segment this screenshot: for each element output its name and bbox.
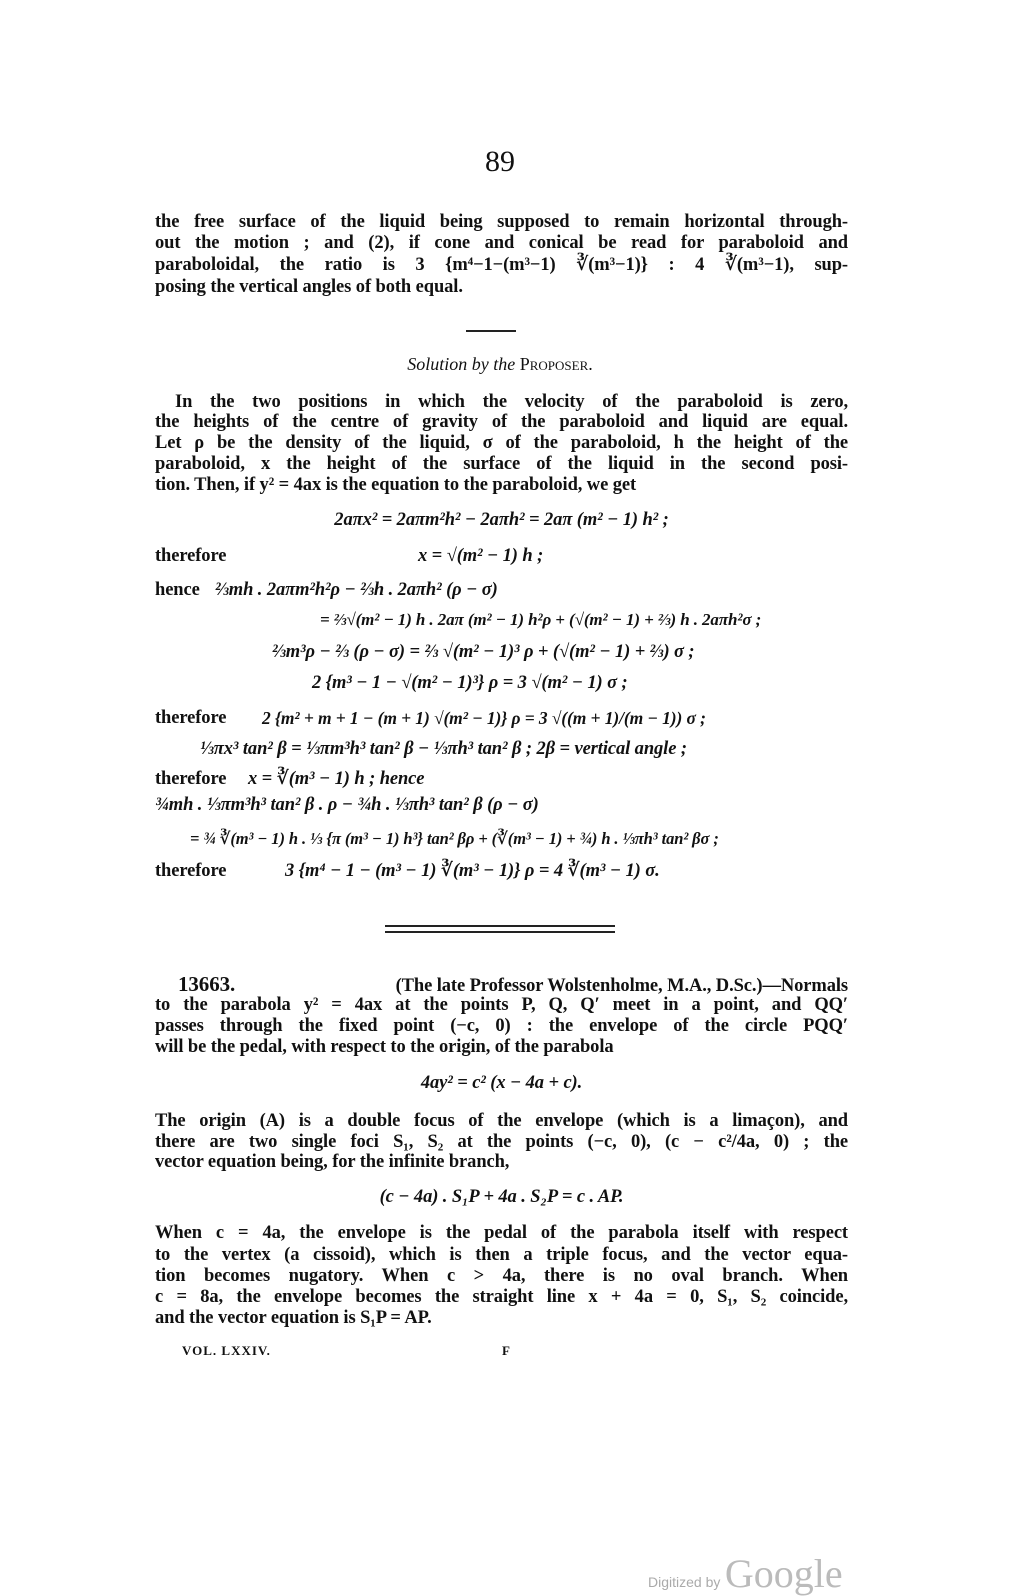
double-rule-bottom: [385, 931, 615, 933]
signature-mark: F: [502, 1343, 511, 1358]
solution-line: In the two positions in which the velocity of the paraboloid is zero,: [175, 392, 848, 412]
solution-line: paraboloid, x the height of the surface of the liquid in the second posi-: [155, 454, 848, 474]
page-number: 89: [485, 145, 515, 178]
equation: 3 {m⁴ − 1 − (m³ − 1) ∛(m³ − 1)} ρ = 4 ∛(m³ − 1) σ.: [285, 861, 660, 881]
problem-line: When c = 4a, the envelope is the pedal of the parabola itself with respect: [155, 1223, 848, 1243]
google-logo: Google: [724, 1551, 843, 1596]
equation: 2 {m³ − 1 − √(m² − 1)³} ρ = 3 √(m² − 1) σ ;: [312, 673, 628, 693]
equation: x = √(m² − 1) h ;: [418, 546, 544, 566]
problem-line: there are two single foci S₁, S₂ at the points (−c, 0), (c − c²/4a, 0) ; the: [155, 1132, 848, 1152]
problem-line: and the vector equation is S₁P = AP.: [155, 1308, 432, 1328]
volume-label: VOL. LXXIV.: [182, 1343, 271, 1358]
solution-line: tion. Then, if y² = 4ax is the equation to the paraboloid, we get: [155, 475, 637, 495]
solution-line: the heights of the centre of gravity of the paraboloid and liquid are equal.: [155, 412, 848, 432]
problem-line: to the parabola y² = 4ax at the points P, Q, Q′ meet in a point, and QQ′: [155, 995, 848, 1015]
equation-label: therefore: [155, 769, 227, 789]
equation: = ¾ ∛(m³ − 1) h . ⅓ {π (m³ − 1) h³} tan² βρ + (∛(m³ − 1) + ¾) h . ⅓πh³ tan² βσ ;: [190, 829, 719, 848]
problem-line: to the vertex (a cissoid), which is then a triple focus, and the vector equa-: [155, 1245, 848, 1265]
equation: ⅔mh . 2aπm²h²ρ − ⅔h . 2aπh² (ρ − σ): [215, 580, 498, 600]
solution-heading: [0, 354, 1000, 375]
intro-line: paraboloidal, the ratio is 3 {m⁴−1−(m³−1) ∛(m³−1)} : 4 ∛(m³−1), sup-: [155, 255, 848, 275]
problem-equation: 4ay² = c² (x − 4a + c).: [420, 1073, 583, 1093]
equation: ¾mh . ⅓πm³h³ tan² β . ρ − ¾h . ⅓πh³ tan² β (ρ − σ): [155, 795, 539, 815]
equation: 2 {m² + m + 1 − (m + 1) √(m² − 1)} ρ = 3 √((m + 1)/(m − 1)) σ ;: [262, 708, 706, 728]
intro-line: the free surface of the liquid being supposed to remain horizontal through-: [155, 212, 848, 232]
equation: ⅔m³ρ − ⅔ (ρ − σ) = ⅔ √(m² − 1)³ ρ + (√(m² − 1) + ⅔) σ ;: [272, 642, 695, 662]
equation: 2aπx² = 2aπm²h² − 2aπh² = 2aπ (m² − 1) h² ;: [334, 510, 669, 530]
equation-label: therefore: [155, 546, 227, 566]
problem-line: c = 8a, the envelope becomes the straight line x + 4a = 0, S₁, S₂ coincide,: [155, 1287, 848, 1307]
problem-line: tion becomes nugatory. When c > 4a, there is no oval branch. When: [155, 1266, 848, 1286]
double-rule-top: [385, 925, 615, 927]
equation-label: therefore: [155, 861, 227, 881]
equation: ⅓πx³ tan² β = ⅓πm³h³ tan² β − ⅓πh³ tan² β ; 2β = vertical angle ;: [200, 739, 687, 759]
digitized-watermark: [648, 1550, 843, 1596]
section-divider: [466, 330, 516, 332]
equation: x = ∛(m³ − 1) h ; hence: [248, 769, 425, 789]
problem-line: vector equation being, for the infinite branch,: [155, 1152, 510, 1172]
intro-line: out the motion ; and (2), if cone and conical be read for paraboloid and: [155, 233, 848, 253]
equation-label: therefore: [155, 708, 227, 728]
equation: = ⅔√(m² − 1) h . 2aπ (m² − 1) h²ρ + (√(m² − 1) + ⅔) h . 2aπh²σ ;: [320, 610, 762, 629]
problem-line: passes through the fixed point (−c, 0) : the envelope of the circle PQQ′: [155, 1016, 848, 1036]
solution-line: Let ρ be the density of the liquid, σ of the paraboloid, h the height of the: [155, 433, 848, 453]
solution-heading-prefix: Solution by the: [407, 354, 516, 374]
problem-number: 13663.: [178, 972, 236, 996]
problem-attribution: (The late Professor Wolstenholme, M.A., D.Sc.)—Normals: [395, 976, 848, 996]
watermark-prefix: Digitized by: [648, 1574, 721, 1590]
problem-equation: (c − 4a) . S₁P + 4a . S₂P = c . AP.: [379, 1187, 624, 1207]
problem-header: [178, 974, 848, 997]
solution-heading-name: Proposer.: [519, 354, 593, 374]
problem-line: will be the pedal, with respect to the origin, of the parabola: [155, 1037, 614, 1057]
intro-line: posing the vertical angles of both equal.: [155, 277, 463, 297]
equation-label: hence: [155, 580, 200, 600]
problem-line: The origin (A) is a double focus of the envelope (which is a limaçon), and: [155, 1111, 848, 1131]
